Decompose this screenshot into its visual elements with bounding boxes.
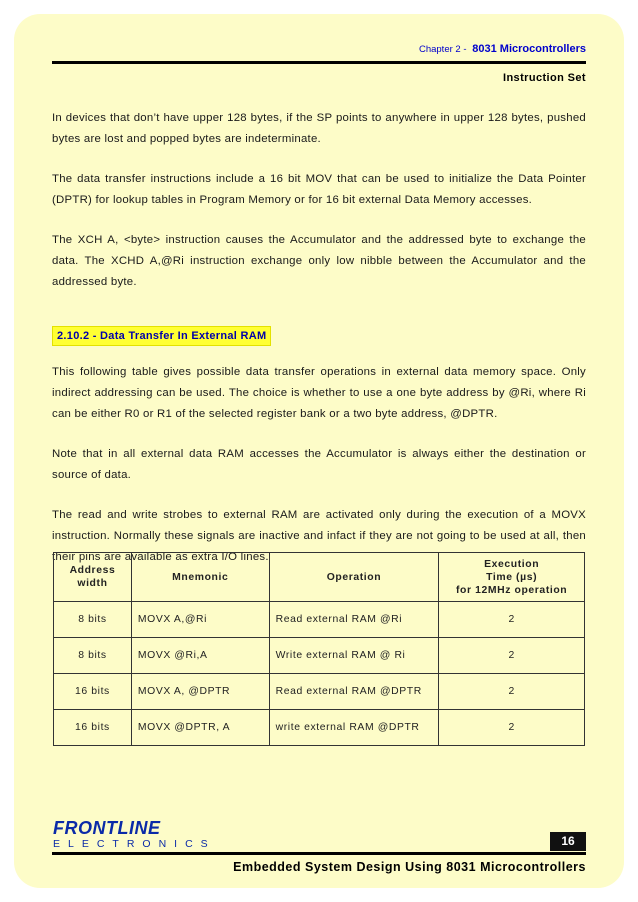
cell-width: 16 bits [54, 710, 132, 746]
body-content [52, 108, 586, 587]
cell-operation: Read external RAM @Ri [269, 602, 439, 638]
cell-width: 8 bits [54, 602, 132, 638]
paragraph-strobes: The read and write strobes to external RAM are activated only during the execution of a MOVX instruction. Normally these signals are inactive and infact if they are not going to be used at all, then their pins are available as extra I/O lines. [52, 509, 586, 563]
paragraph-external-ram: This following table gives possible data transfer operations in external data memory space. Only indirect addressing can be used. The choice is whether to use a one byte address by @Ri, where Ri can be either R0 or R1 of the selected register bank or a two byte address, @DPTR. [52, 366, 586, 420]
frontline-logo [53, 818, 216, 851]
cell-mnemonic: MOVX A,@Ri [131, 602, 269, 638]
paragraph-mov-dptr: The data transfer instructions include a 16 bit MOV that can be used to initialize the Data Pointer (DPTR) for lookup tables in Program Memory or for 16 bit external Data Memory accesses. [52, 173, 586, 206]
logo-brand: FRONTLINE [53, 818, 161, 838]
cell-operation: write external RAM @DPTR [269, 710, 439, 746]
table-row [54, 674, 585, 710]
table-row [54, 602, 585, 638]
cell-time: 2 [439, 674, 585, 710]
logo-subtitle: ELECTRONICS [53, 838, 216, 850]
paragraph-xch-line1: The XCH A, <byte> instruction causes the Accumulator and the addressed byte to exchange the data. [52, 234, 586, 267]
data-transfer-table [53, 552, 585, 746]
table-header-row [54, 553, 585, 602]
header-mnemonic: Mnemonic [131, 553, 269, 602]
cell-mnemonic: MOVX @DPTR, A [131, 710, 269, 746]
paragraph-stack-pointer: In devices that don’t have upper 128 bytes, if the SP points to anywhere in upper 128 bytes, pushed bytes are lost and popped bytes are indeterminate. [52, 112, 586, 145]
header-rule [52, 61, 586, 64]
cell-operation: Read external RAM @DPTR [269, 674, 439, 710]
cell-mnemonic: MOVX A, @DPTR [131, 674, 269, 710]
header-execution-time: Execution Time (µs) for 12MHz operation [439, 553, 585, 602]
cell-time: 2 [439, 638, 585, 674]
table-row [54, 710, 585, 746]
cell-width: 16 bits [54, 674, 132, 710]
table-row [54, 638, 585, 674]
cell-operation: Write external RAM @ Ri [269, 638, 439, 674]
chapter-header [419, 43, 586, 55]
book-title: Embedded System Design Using 8031 Microcontrollers [233, 860, 586, 874]
paragraph-accumulator-note: Note that in all external data RAM accesses the Accumulator is always either the destination or source of data. [52, 448, 586, 481]
header-address-width: Address width [54, 553, 132, 602]
cell-mnemonic: MOVX @Ri,A [131, 638, 269, 674]
paragraph-xch [52, 230, 586, 293]
chapter-title: 8031 Microcontrollers [472, 43, 586, 55]
footer-rule [52, 852, 586, 855]
page-number: 16 [550, 832, 586, 851]
cell-time: 2 [439, 710, 585, 746]
section-heading: 2.10.2 - Data Transfer In External RAM [52, 326, 271, 346]
paragraph-xchd-line2: The XCHD A,@Ri instruction exchange only low nibble between the Accumulator and the addressed byte. [52, 255, 586, 288]
cell-time: 2 [439, 602, 585, 638]
chapter-prefix: Chapter 2 - [418, 44, 467, 55]
cell-width: 8 bits [54, 638, 132, 674]
header-operation: Operation [269, 553, 439, 602]
section-title: Instruction Set [502, 72, 586, 84]
